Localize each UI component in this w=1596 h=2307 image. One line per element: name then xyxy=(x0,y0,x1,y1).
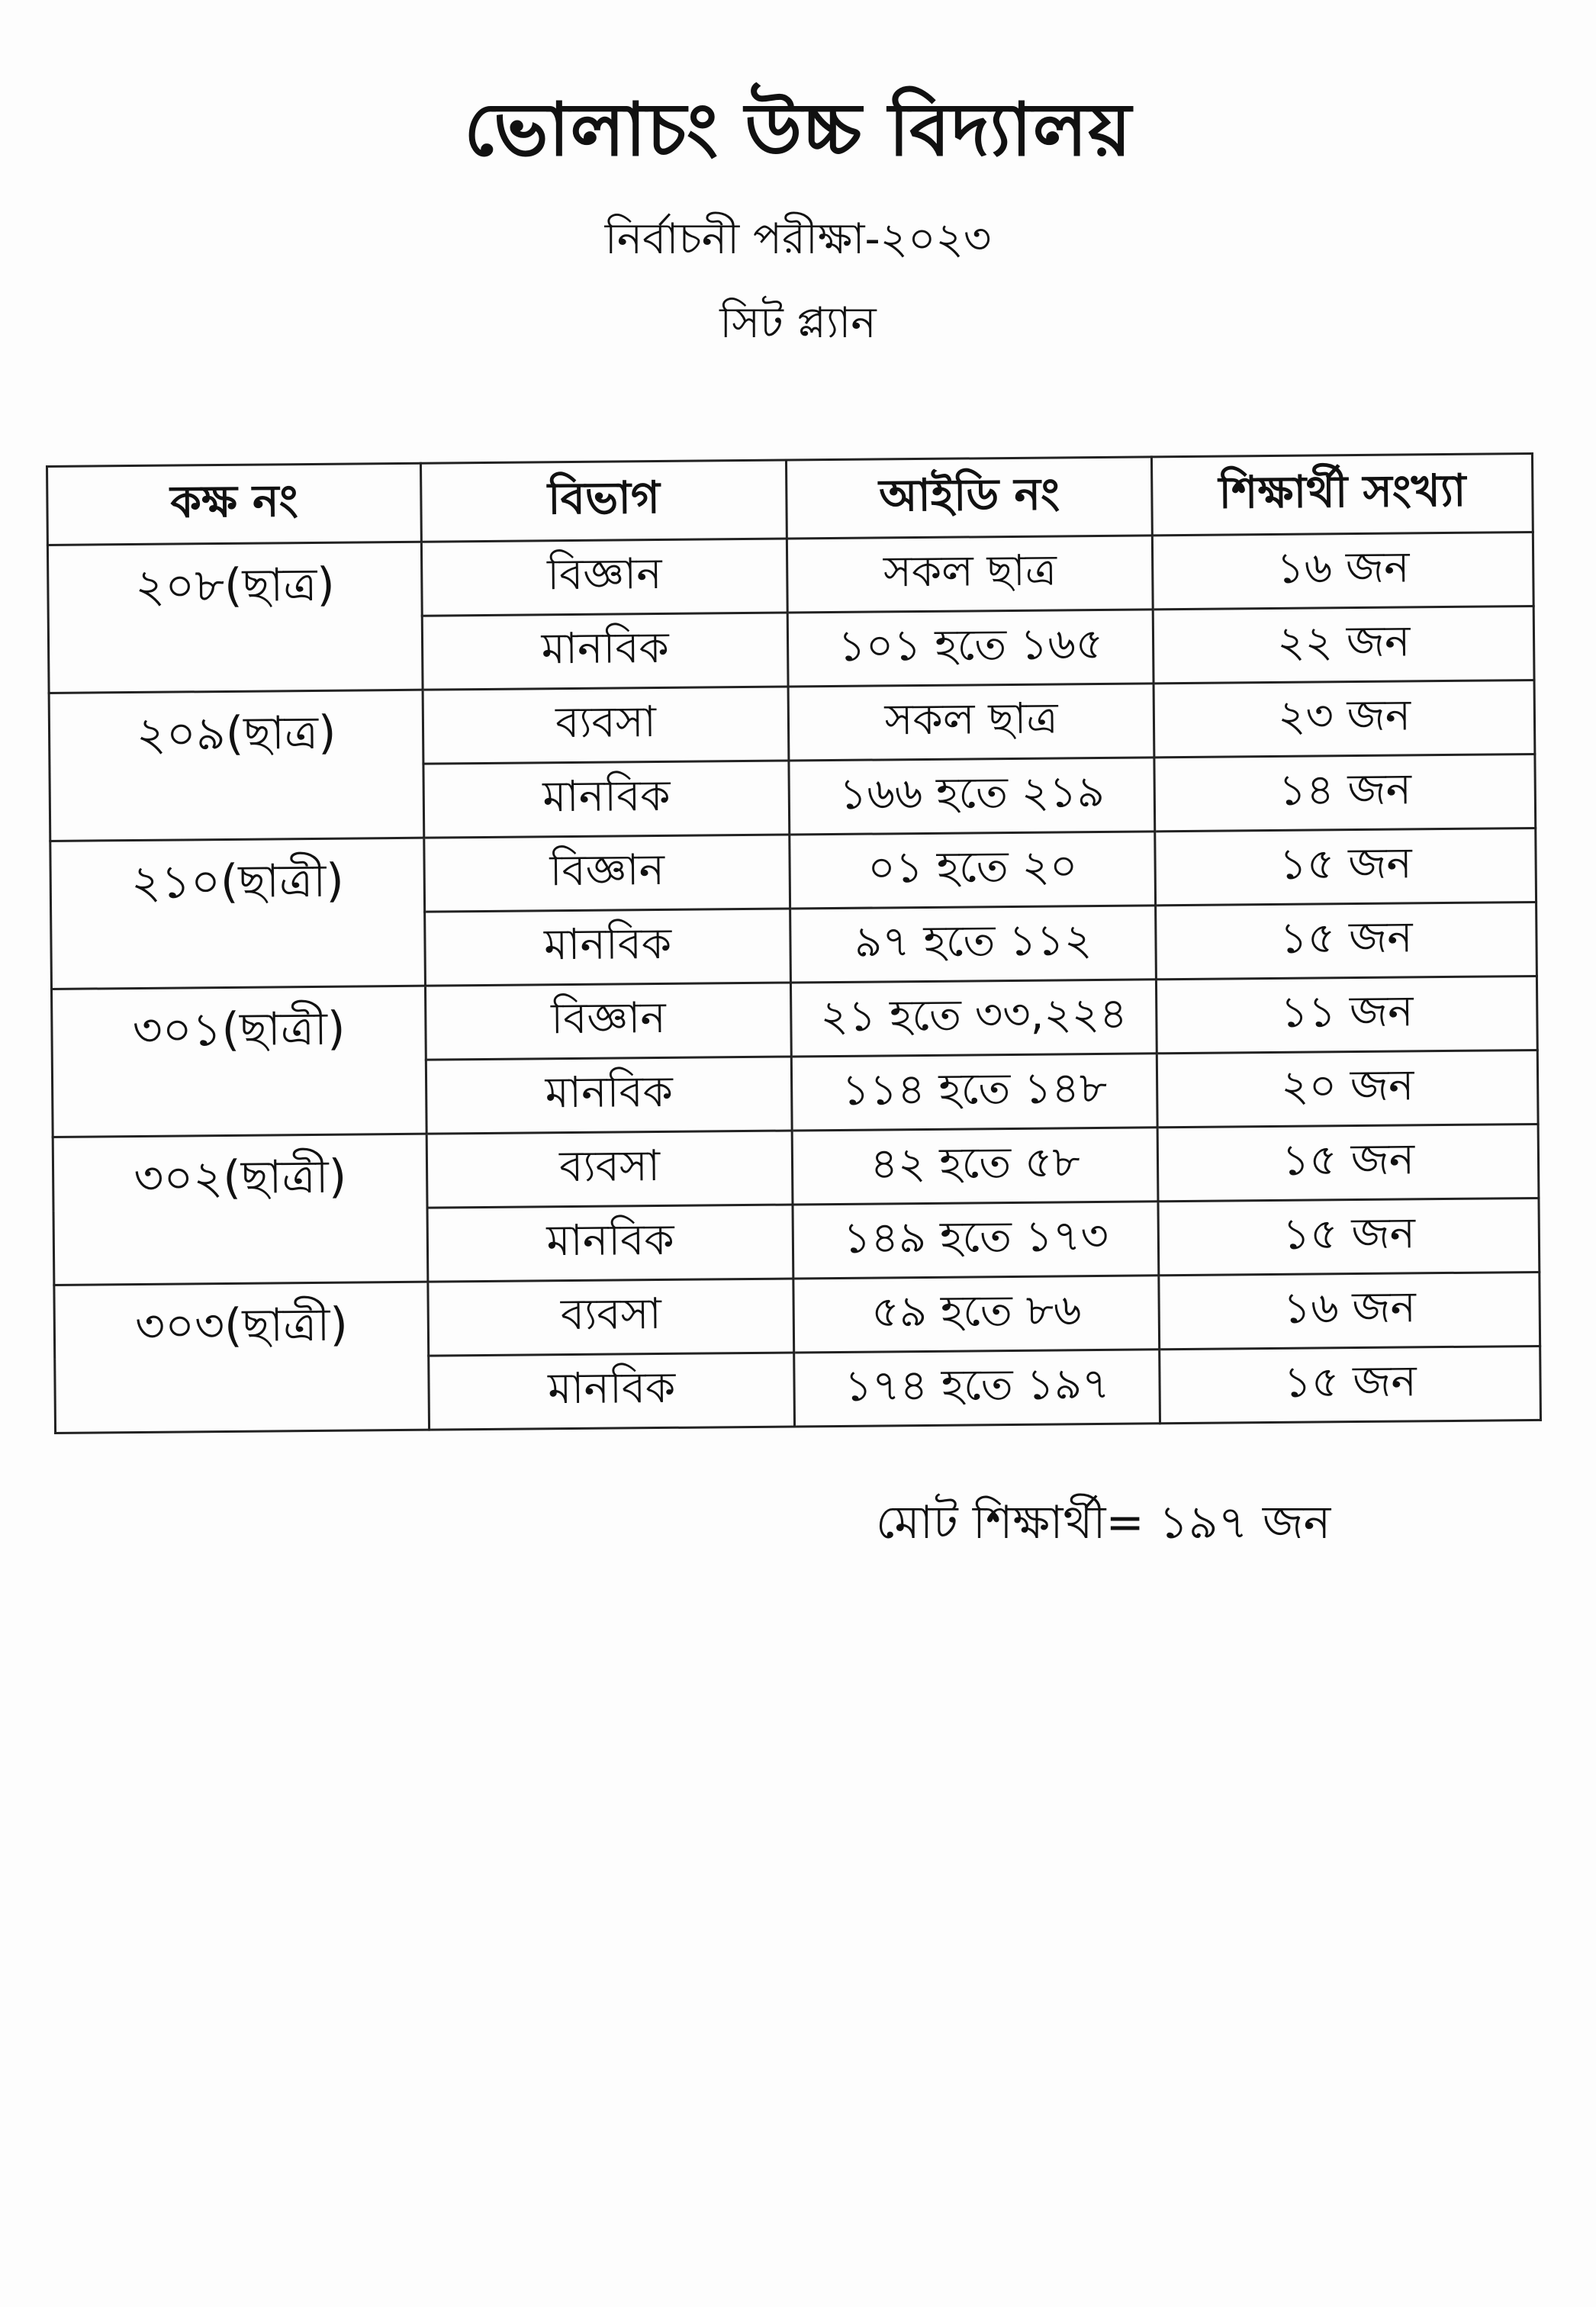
header-count: শিক্ষার্থী সংখ্যা xyxy=(1152,453,1533,535)
table-row xyxy=(54,1272,1540,1359)
department-cell: ব্যবসা xyxy=(428,1279,794,1356)
table-row xyxy=(50,828,1536,915)
department-cell: মানবিক xyxy=(429,1353,795,1430)
department-cell: বিজ্ঞান xyxy=(424,835,790,912)
table-row xyxy=(51,976,1537,1063)
count-cell: ১৪ জন xyxy=(1154,754,1535,831)
count-cell: ১৬ জন xyxy=(1153,532,1533,609)
id-range-cell: ১০১ হতে ১৬৫ xyxy=(787,610,1154,687)
department-cell: বিজ্ঞান xyxy=(422,539,788,616)
count-cell: ২০ জন xyxy=(1157,1050,1538,1127)
count-cell: ১৫ জন xyxy=(1160,1346,1540,1423)
department-cell: ব্যবসা xyxy=(423,687,789,764)
table-header-row xyxy=(47,453,1533,545)
id-range-cell: ১১৪ হতে ১৪৮ xyxy=(791,1054,1157,1131)
id-range-cell: ১৬৬ হতে ২১৯ xyxy=(789,758,1155,835)
department-cell: মানবিক xyxy=(422,613,788,690)
count-cell: ১৫ জন xyxy=(1158,1198,1539,1275)
id-range-cell: ৯৭ হতে ১১২ xyxy=(790,906,1157,983)
department-cell: বিজ্ঞান xyxy=(426,983,792,1060)
id-range-cell: সকল ছাত্র xyxy=(788,684,1154,761)
exam-name: নির্বাচনী পরীক্ষা-২০২৩ xyxy=(604,214,992,264)
id-range-cell: ২১ হতে ৩৩,২২৪ xyxy=(791,980,1157,1057)
department-cell: মানবিক xyxy=(425,909,791,986)
room-cell: ৩০৩(ছাত্রী) xyxy=(54,1282,430,1433)
table-row xyxy=(47,532,1533,619)
table-row xyxy=(49,680,1535,767)
room-cell: ৩০১(ছাত্রী) xyxy=(51,986,426,1137)
table-row xyxy=(53,1124,1539,1211)
id-range-cell: ১৭৪ হতে ১৯৭ xyxy=(794,1350,1160,1427)
school-name: ভোলাচং উচ্চ বিদ্যালয় xyxy=(464,87,1132,172)
header-id: আইডি নং xyxy=(787,457,1153,539)
count-cell: ১৫ জন xyxy=(1157,1124,1538,1201)
total-students: মোট শিক্ষার্থী= ১৯৭ জন xyxy=(876,1496,1331,1549)
room-cell: ২০৮(ছাত্র) xyxy=(47,542,423,693)
id-range-cell: ০১ হতে ২০ xyxy=(790,832,1156,909)
id-range-cell: ৪২ হতে ৫৮ xyxy=(792,1128,1158,1205)
count-cell: ১৬ জন xyxy=(1159,1272,1540,1349)
room-cell: ২০৯(ছাত্র) xyxy=(49,690,424,841)
department-cell: মানবিক xyxy=(426,1057,793,1134)
id-range-cell: ১৪৯ হতে ১৭৩ xyxy=(793,1202,1159,1279)
header-department: বিভাগ xyxy=(421,460,787,542)
id-range-cell: সকল ছাত্র xyxy=(787,536,1153,613)
count-cell: ১৫ জন xyxy=(1155,828,1536,905)
department-cell: মানবিক xyxy=(427,1205,793,1282)
department-cell: মানবিক xyxy=(423,761,790,838)
room-cell: ৩০২(ছাত্রী) xyxy=(53,1134,428,1285)
department-cell: ব্যবসা xyxy=(426,1131,793,1208)
count-cell: ১১ জন xyxy=(1157,976,1537,1053)
room-cell: ২১০(ছাত্রী) xyxy=(50,838,426,989)
id-range-cell: ৫৯ হতে ৮৬ xyxy=(793,1276,1160,1353)
count-cell: ২৩ জন xyxy=(1154,680,1534,757)
seat-plan-table xyxy=(46,452,1542,1434)
count-cell: ১৫ জন xyxy=(1156,902,1536,979)
header-room: কক্ষ নং xyxy=(47,463,422,545)
count-cell: ২২ জন xyxy=(1154,606,1534,683)
document-title: সিট প্ল্যান xyxy=(719,298,877,348)
